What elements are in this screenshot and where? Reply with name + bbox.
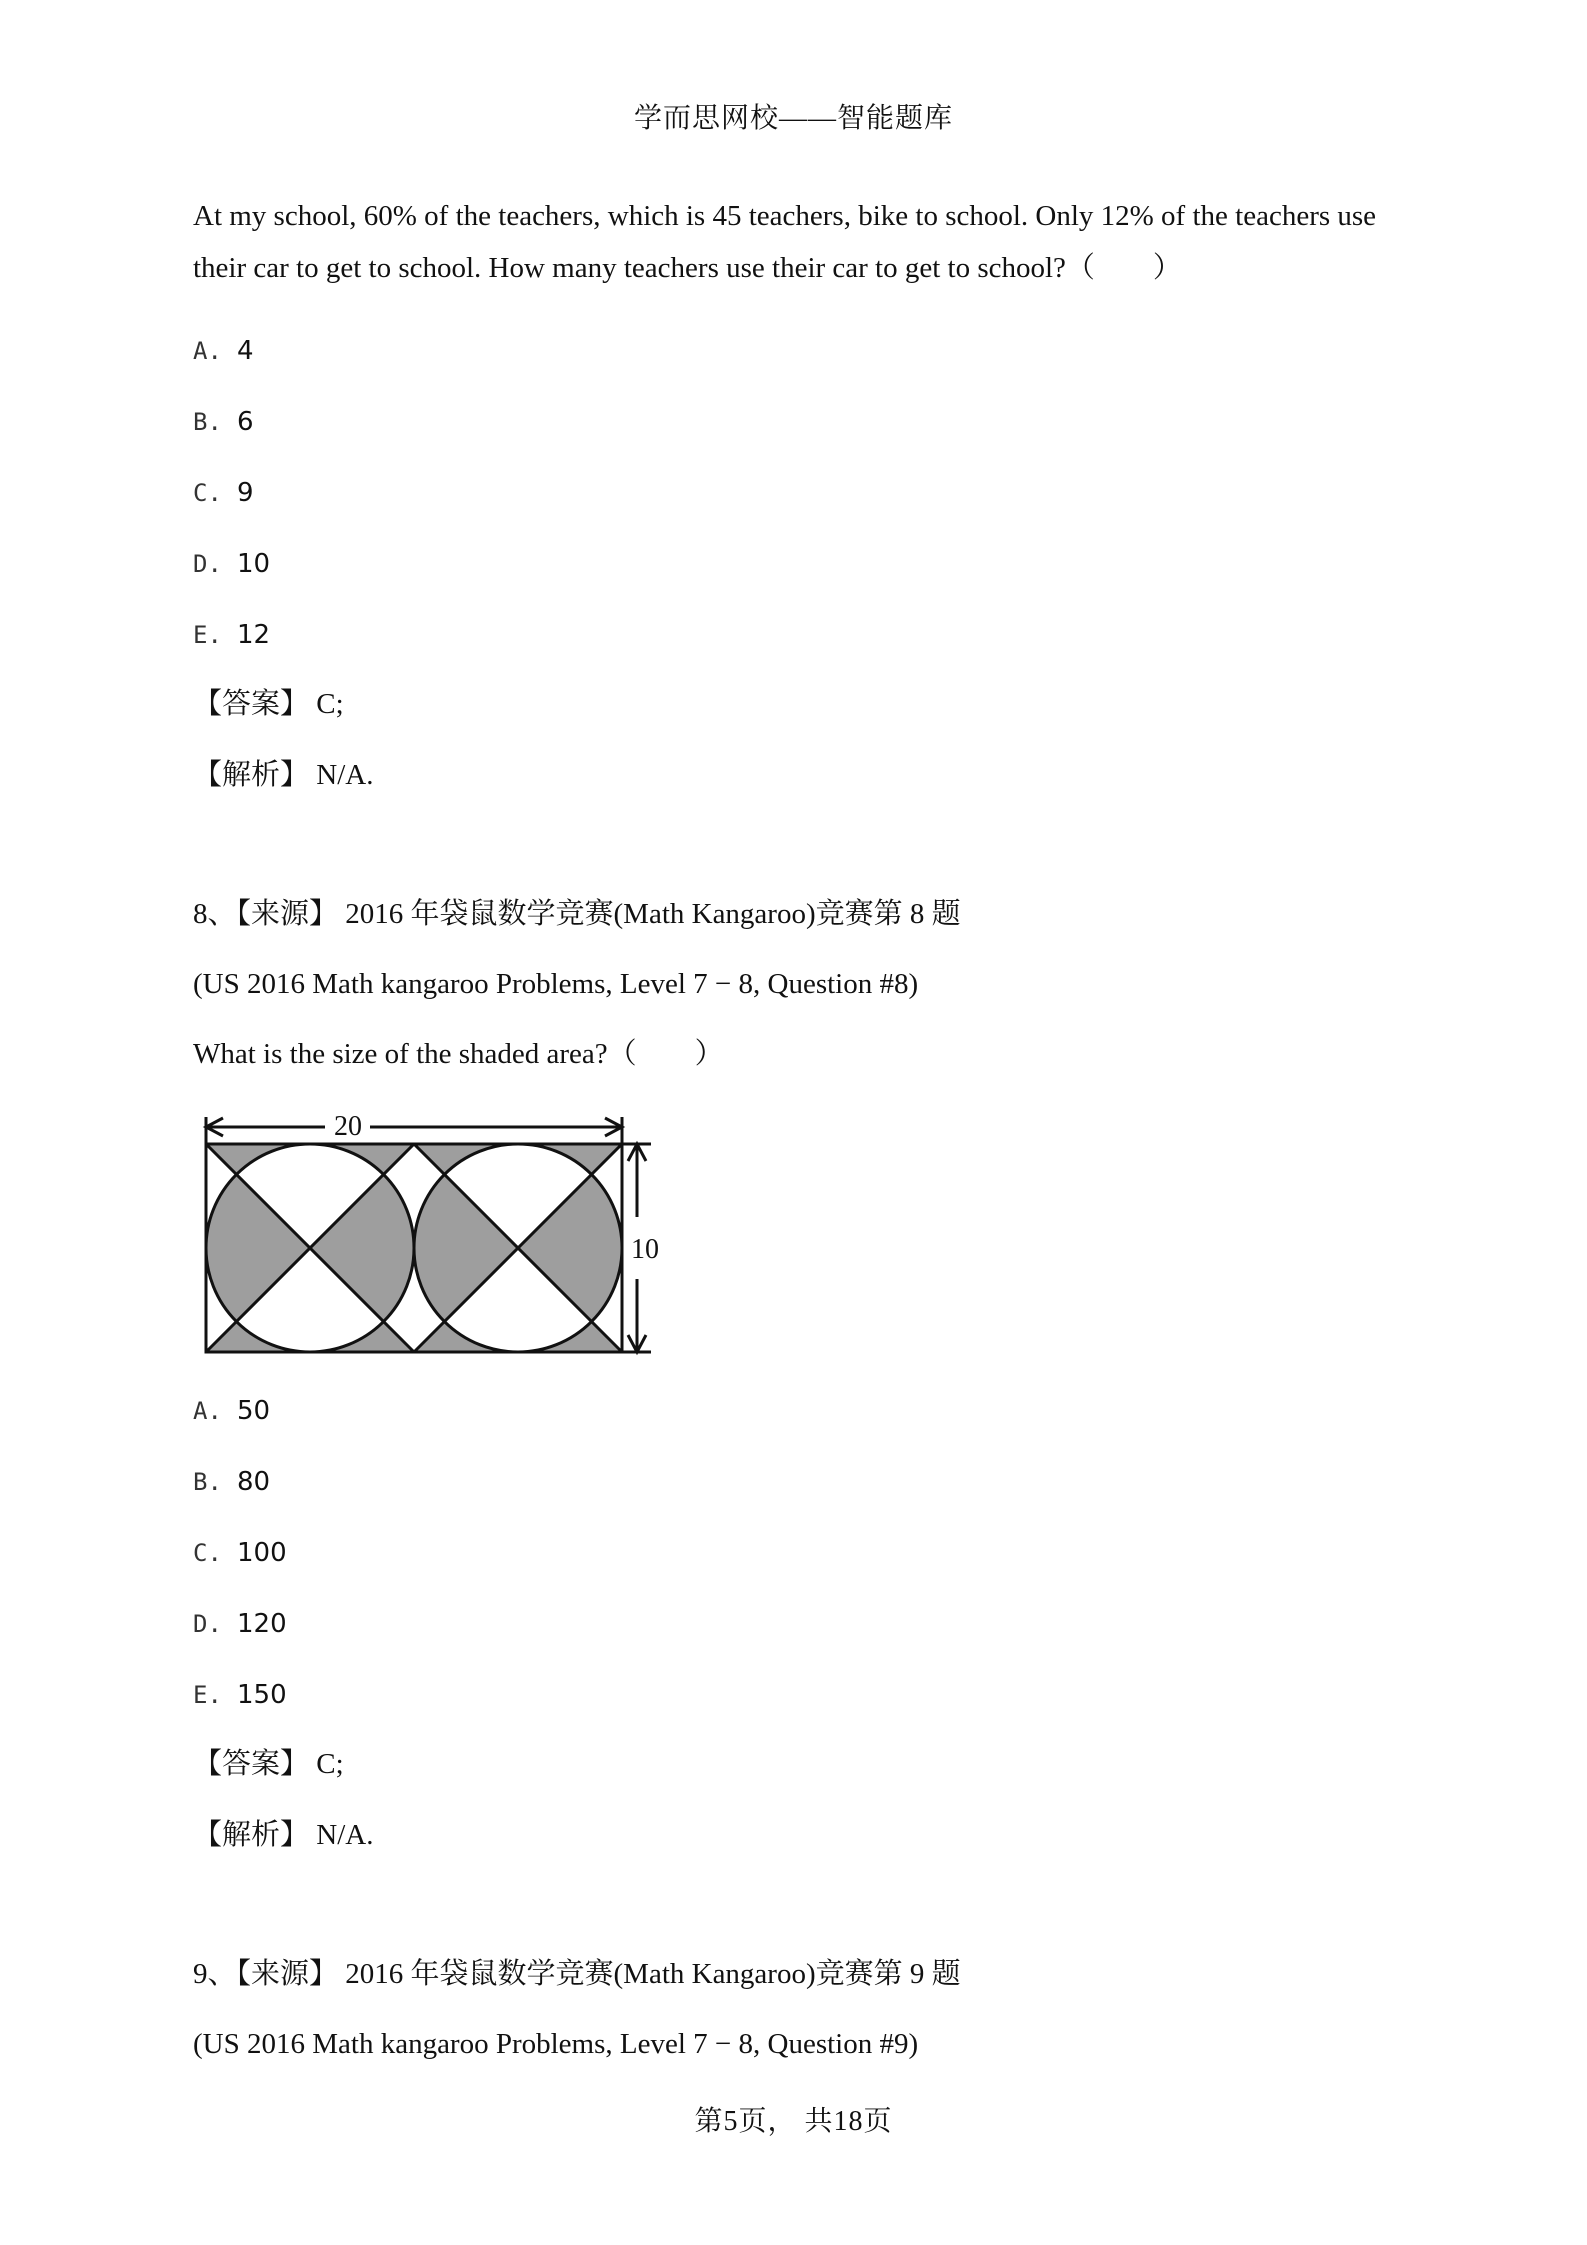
option-letter: E. (193, 1681, 222, 1709)
height-label: 10 (631, 1234, 659, 1265)
option-letter: C. (193, 1539, 222, 1567)
option-c (193, 1516, 1393, 1587)
option-value: 80 (237, 1467, 271, 1497)
page-footer: 第5页， 共18页 (694, 2106, 893, 2137)
option-value: 12 (237, 620, 271, 650)
question-7 (193, 190, 1393, 811)
option-value: 120 (237, 1609, 287, 1639)
option-letter: E. (193, 621, 222, 649)
option-value: 50 (237, 1396, 271, 1426)
option-e (193, 598, 1393, 669)
analysis-text: 【解析】 N/A. (193, 1819, 374, 1851)
question-reference: (US 2016 Math kangaroo Problems, Level 7 − 8, Question #8) (193, 968, 919, 1000)
option-c (193, 456, 1393, 527)
option-value: 6 (237, 407, 254, 437)
option-d (193, 527, 1393, 598)
option-letter: D. (193, 550, 222, 578)
option-value: 100 (237, 1538, 287, 1568)
question-source: 9、【来源】 2016 年袋鼠数学竞赛(Math Kangaroo)竞赛第 9 题 (193, 1958, 961, 1990)
page-content (193, 190, 1393, 2079)
option-value: 4 (237, 336, 254, 366)
option-letter: B. (193, 1468, 222, 1496)
option-letter: D. (193, 1610, 222, 1638)
option-value: 150 (237, 1680, 287, 1710)
question-stem-line: At my school, 60% of the teachers, which is 45 teachers, bike to school. Only 12% of the teachers use (193, 200, 1377, 232)
answer-text: 【答案】 C; (193, 1748, 344, 1780)
option-letter: B. (193, 408, 222, 436)
question-8 (193, 879, 1393, 1871)
option-d (193, 1587, 1393, 1658)
analysis-text: 【解析】 N/A. (193, 759, 374, 791)
page-header: 学而思网校——智能题库 (633, 103, 953, 134)
shaded-area-figure (193, 1099, 1393, 1364)
option-e (193, 1658, 1393, 1729)
question-stem-line: their car to get to school. How many teachers use their car to get to school?（ ） (193, 252, 1182, 284)
width-label: 20 (334, 1111, 362, 1142)
option-b (193, 1445, 1393, 1516)
option-letter: C. (193, 479, 222, 507)
option-letter: A. (193, 337, 222, 365)
question-9 (193, 1939, 1393, 2079)
geometry-figure (193, 1099, 673, 1359)
question-reference: (US 2016 Math kangaroo Problems, Level 7 − 8, Question #9) (193, 2028, 919, 2060)
width-dimension (206, 1117, 622, 1144)
answer-text: 【答案】 C; (193, 688, 344, 720)
question-stem: What is the size of the shaded area?（ ） (193, 1038, 724, 1070)
option-letter: A. (193, 1397, 222, 1425)
option-a (193, 314, 1393, 385)
option-b (193, 385, 1393, 456)
question-source: 8、【来源】 2016 年袋鼠数学竞赛(Math Kangaroo)竞赛第 8 题 (193, 898, 961, 930)
option-value: 10 (237, 549, 271, 579)
option-a (193, 1374, 1393, 1445)
option-value: 9 (237, 478, 254, 508)
